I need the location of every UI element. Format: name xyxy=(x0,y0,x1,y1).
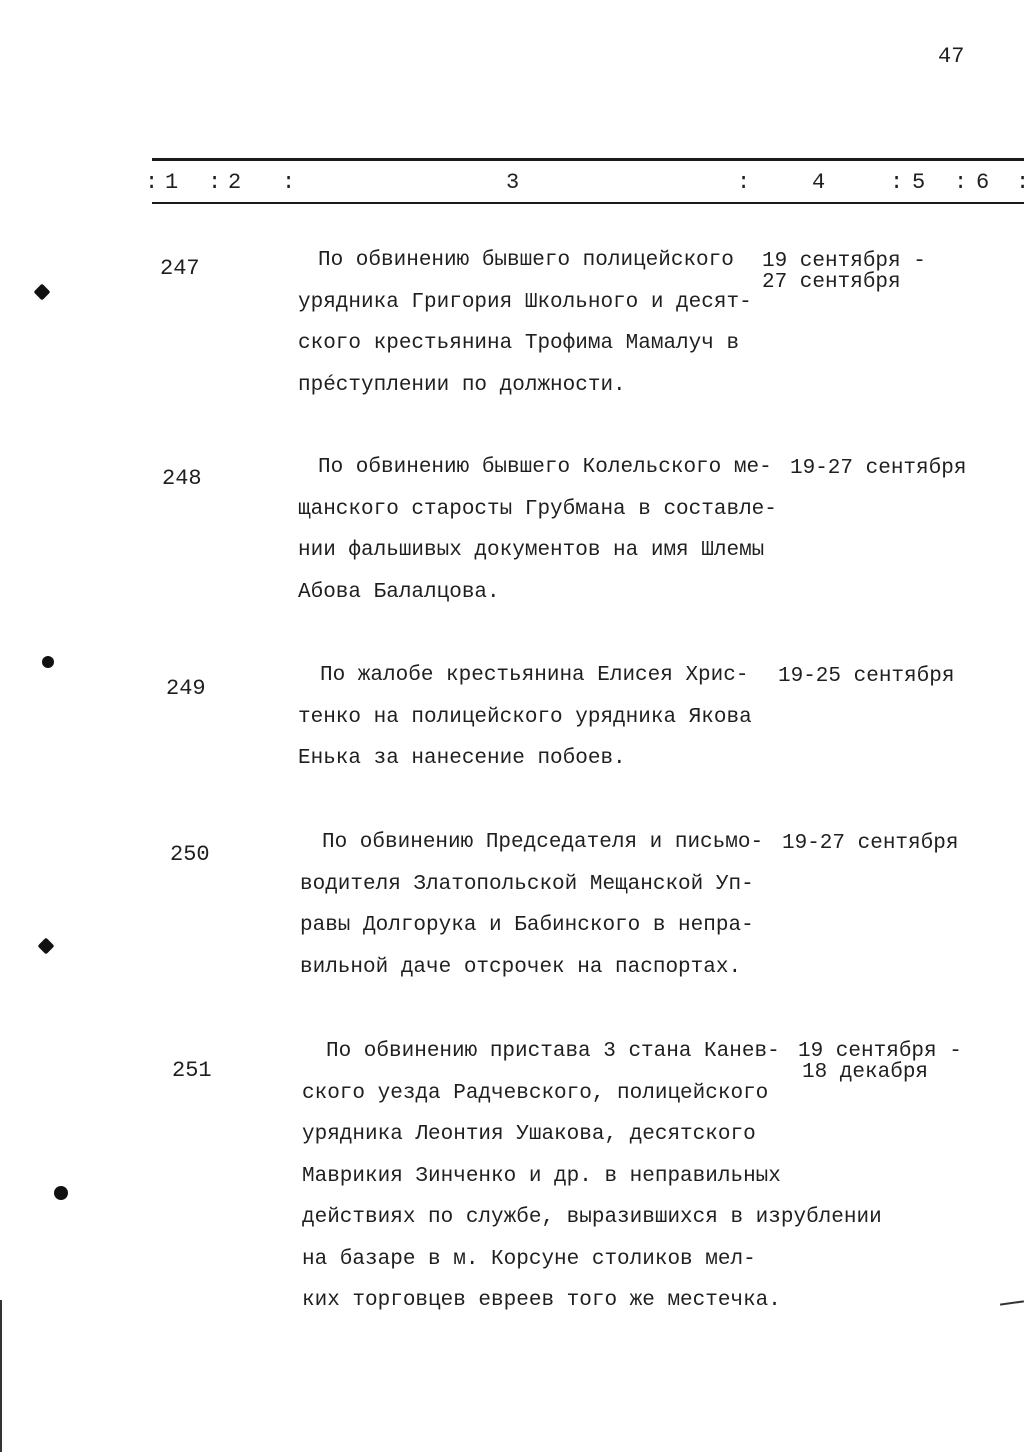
text-line: урядника Леонтия Ушакова, десятского xyxy=(302,1123,756,1146)
entry-date xyxy=(798,1041,962,1083)
column-separator: : xyxy=(737,170,751,195)
text-line: урядника Григория Школьного и десят- xyxy=(298,290,752,314)
text-line: По обвинению Председателя и письмо- xyxy=(322,831,764,854)
column-separator: : xyxy=(954,170,968,195)
column-header-5: 5 xyxy=(912,170,926,195)
date-line: 19-27 сентября xyxy=(782,832,959,855)
date-line: 19-25 сентября xyxy=(778,665,955,688)
entry-date xyxy=(790,458,966,479)
header-rule-bottom xyxy=(152,202,1024,204)
column-header-1: 1 xyxy=(165,170,179,195)
text-line: щанского старосты Грубмана в составле- xyxy=(298,497,777,521)
entry-description xyxy=(298,240,808,406)
entry-description xyxy=(298,655,810,780)
text-line: ких торговцев евреев того же местечка. xyxy=(302,1289,781,1312)
text-line: По обвинению пристава 3 стана Канев- xyxy=(326,1040,780,1063)
text-line: По жалобе крестьянина Елисея Хрис- xyxy=(320,664,749,687)
column-separator: : xyxy=(890,170,904,195)
binding-mark xyxy=(54,1186,68,1200)
text-line: на базаре в м. Корсуне столиков мел- xyxy=(302,1247,756,1271)
text-line: ского уезда Радчевского, полицейского xyxy=(302,1081,769,1105)
entry-date xyxy=(762,251,926,293)
column-header-4: 4 xyxy=(812,170,826,195)
text-line: действиях по службе, выразившихся в изрублении xyxy=(302,1206,882,1229)
text-line: нии фальшивых документов на имя Шлемы xyxy=(298,539,765,562)
date-line: 19 сентября - xyxy=(798,1040,962,1063)
column-header-2: 2 xyxy=(228,170,242,195)
date-line: 19 сентября - xyxy=(762,250,926,273)
entry-number: 249 xyxy=(166,676,206,701)
entry-description xyxy=(298,447,808,613)
entry-number: 248 xyxy=(162,466,202,491)
binding-mark xyxy=(42,656,54,668)
text-line: ского крестьянина Трофима Мамалуч в xyxy=(298,332,740,355)
column-separator: : xyxy=(145,170,159,195)
entry-number: 247 xyxy=(160,256,200,281)
text-line: прéступлении по должности. xyxy=(298,373,626,397)
entry-date xyxy=(782,833,958,854)
column-header-6: 6 xyxy=(976,170,990,195)
entry-date xyxy=(778,666,954,687)
text-line: равы Долгорука и Бабинского в непра- xyxy=(300,914,754,937)
binding-mark xyxy=(38,938,55,955)
page-number: 47 xyxy=(938,44,965,69)
margin-line xyxy=(0,1300,2,1452)
date-line: 27 сентября xyxy=(762,271,901,294)
text-line: Енька за нанесение побоев. xyxy=(298,747,626,770)
edge-dash xyxy=(1000,1300,1024,1305)
date-line: 19-27 сентября xyxy=(790,457,967,480)
entry-number: 250 xyxy=(170,842,210,867)
column-separator: : xyxy=(282,170,296,195)
column-separator: : xyxy=(208,170,222,195)
text-line: водителя Златопольской Мещанской Уп- xyxy=(300,872,754,896)
binding-mark xyxy=(34,284,51,301)
header-rule-top xyxy=(152,158,1024,161)
column-separator: : xyxy=(1016,170,1029,195)
text-line: По обвинению бывшего полицейского xyxy=(318,249,734,272)
entry-description xyxy=(300,822,812,988)
text-line: По обвинению бывшего Колельского ме- xyxy=(318,456,772,479)
text-line: Абова Балалцова. xyxy=(298,580,500,604)
text-line: тенко на полицейского урядника Якова xyxy=(298,705,752,729)
date-line: 18 декабря xyxy=(802,1061,929,1084)
text-line: Маврикия Зинченко и др. в неправильных xyxy=(302,1164,781,1188)
text-line: вильной даче отсрочек на паспортах. xyxy=(300,955,742,979)
column-header-3: 3 xyxy=(506,170,520,195)
entry-number: 251 xyxy=(172,1058,212,1083)
